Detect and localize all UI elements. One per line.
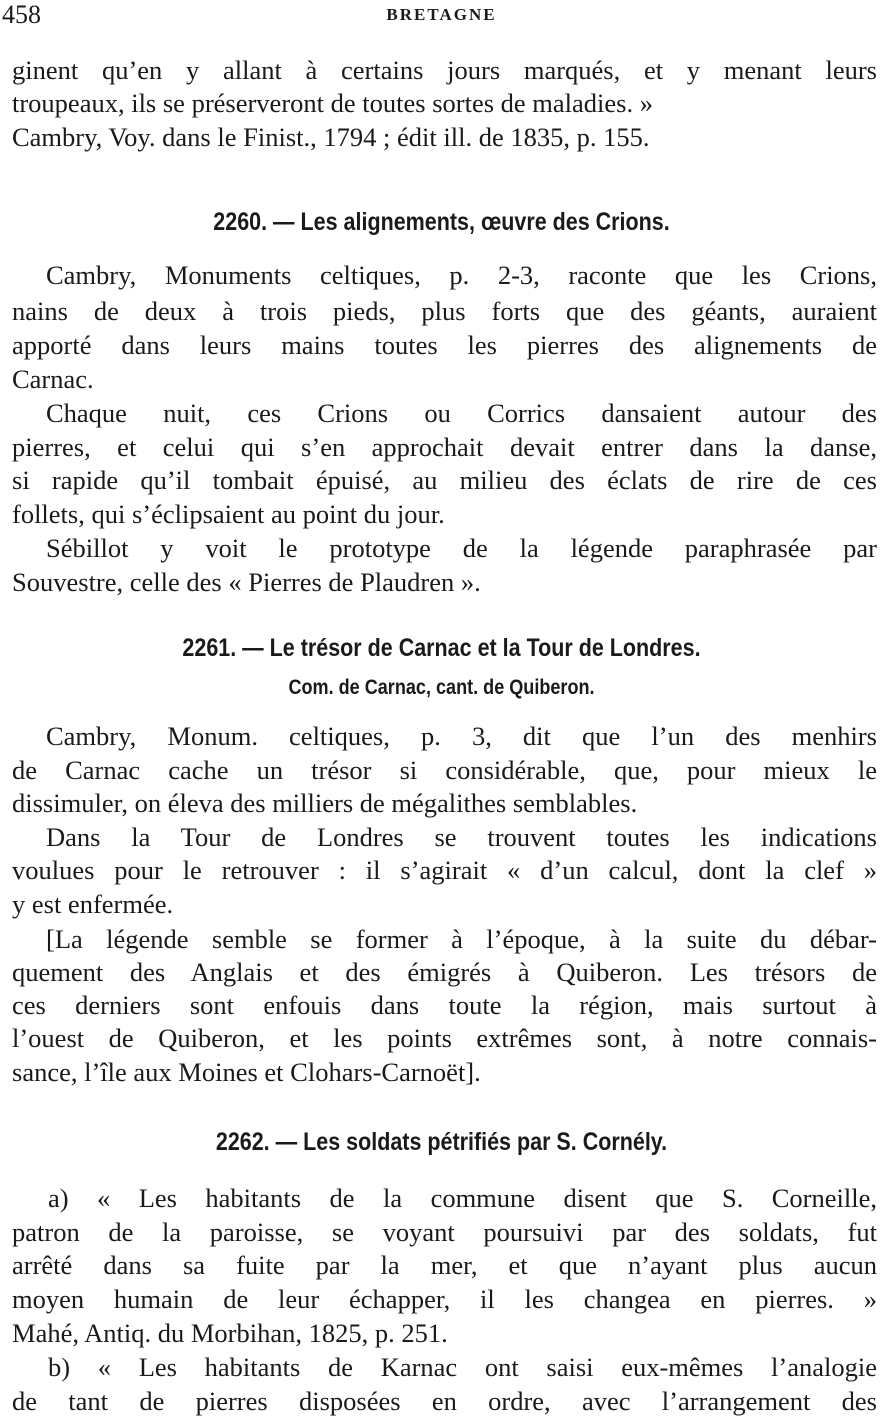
section-heading-2261: 2261. — Le trésor de Carnac et la Tour de Londres.: [182, 634, 701, 662]
text-line: Cambry, Monum. celtiques, p. 3, dit que l’un des menhirs: [46, 721, 877, 751]
text-line: arrêté dans sa fuite par la mer, et que n’ayant plus aucun: [12, 1250, 877, 1280]
text-line: voulues pour le retrouver : il s’agirait « d’un calcul, dont la clef »: [12, 855, 877, 885]
text-line: dissimuler, on éleva des milliers de mégalithes semblables.: [12, 788, 638, 818]
citation-line: Mahé, Antiq. du Morbihan, 1825, p. 251.: [12, 1318, 448, 1348]
running-head: BRETAGNE: [386, 5, 497, 24]
citation-line: Cambry, Voy. dans le Finist., 1794 ; édit ill. de 1835, p. 155.: [12, 122, 650, 152]
text-line: y est enfermée.: [12, 889, 174, 919]
page-header: [0, 0, 883, 30]
text-line: sance, l’île aux Moines et Clohars-Carnoët].: [12, 1057, 481, 1087]
text-line: moyen humain de leur échapper, il les changea en pierres. »: [12, 1284, 877, 1314]
text-line: [La légende semble se former à l’époque, à la suite du débar-: [46, 924, 877, 954]
text-line: a) « Les habitants de la commune disent que S. Corneille,: [48, 1183, 877, 1213]
text-line: Sébillot y voit le prototype de la légende paraphrasée par: [46, 533, 877, 563]
text-line: patron de la paroisse, se voyant poursuivi par des soldats, fut: [12, 1217, 877, 1247]
text-line: apporté dans leurs mains toutes les pierres des alignements de: [12, 330, 877, 360]
text-line: follets, qui s’éclipsaient au point du jour.: [12, 499, 445, 529]
text-line: si rapide qu’il tombait épuisé, au milieu des éclats de rire de ces: [12, 465, 877, 495]
text-line: de tant de pierres disposées en ordre, avec l’arrangement des: [12, 1386, 877, 1416]
text-line: de Carnac cache un trésor si considérable, que, pour mieux le: [12, 755, 877, 785]
text-line: Dans la Tour de Londres se trouvent toutes les indications: [46, 822, 877, 852]
text-line: Chaque nuit, ces Crions ou Corrics dansaient autour des: [46, 398, 877, 428]
section-heading-2262: 2262. — Les soldats pétrifiés par S. Cornély.: [215, 1128, 668, 1156]
text-line: l’ouest de Quiberon, et les points extrêmes sont, à notre connais-: [12, 1023, 877, 1053]
text-line: Carnac.: [12, 364, 94, 394]
section-heading-2260: 2260. — Les alignements, œuvre des Crions.: [213, 208, 670, 236]
text-line: ces derniers sont enfouis dans toute la région, mais surtout à: [12, 990, 877, 1020]
text-line: Cambry, Monuments celtiques, p. 2-3, raconte que les Crions,: [46, 260, 877, 290]
text-line: quement des Anglais et des émigrés à Quiberon. Les trésors de: [12, 957, 877, 987]
page-number: 458: [2, 0, 41, 29]
text-line: b) « Les habitants de Karnac ont saisi eux-mêmes l’analogie: [48, 1352, 877, 1382]
text-line: ginent qu’en y allant à certains jours marqués, et y menant leurs: [12, 55, 877, 85]
text-line: nains de deux à trois pieds, plus forts que des géants, auraient: [12, 296, 877, 326]
text-line: troupeaux, ils se préserveront de toutes sortes de maladies. »: [12, 88, 653, 118]
section-subheading-2261: Com. de Carnac, cant. de Quiberon.: [288, 676, 595, 699]
text-line: pierres, et celui qui s’en approchait devait entrer dans la danse,: [12, 432, 877, 462]
text-line: Souvestre, celle des « Pierres de Plaudren ».: [12, 567, 481, 597]
